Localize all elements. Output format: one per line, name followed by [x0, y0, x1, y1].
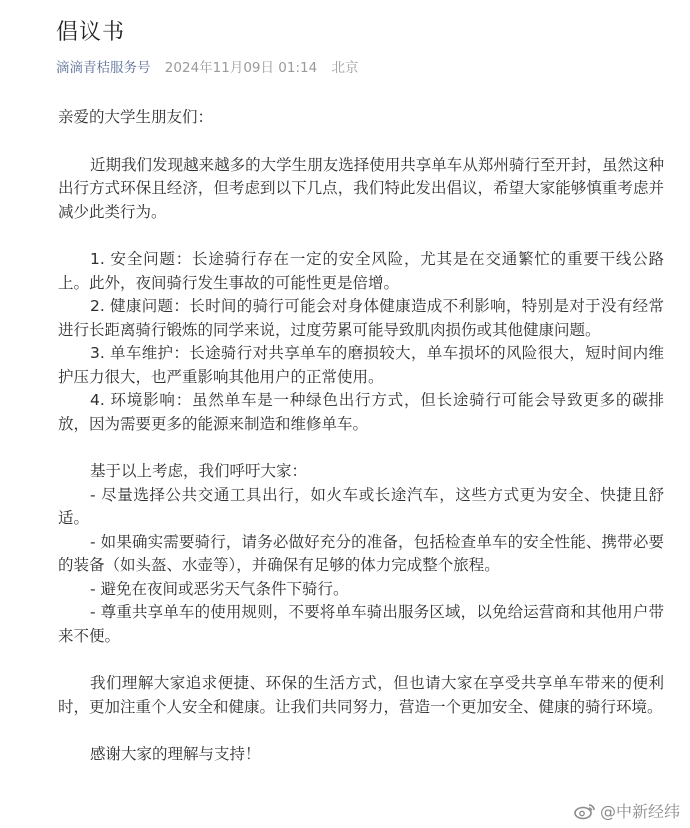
closing-paragraph: 我们理解大家追求便捷、环保的生活方式，但也请大家在享受共享单车带来的便利时，更加注重个人安全和健康。让我们共同努力，营造一个更加安全、健康的骑行环境。: [58, 674, 664, 716]
publish-location: 北京: [331, 60, 359, 76]
watermark: [574, 799, 680, 822]
appeal-item-night-weather: - 避免在夜间或恶劣天气条件下骑行。: [90, 579, 349, 598]
weibo-icon: [574, 802, 596, 820]
appeal-item-service-area: - 尊重共享单车的使用规则，不要将单车骑出服务区域，以免给运营商和其他用户带来不便。: [58, 603, 664, 645]
appeal-list: [58, 460, 664, 648]
concern-list: [58, 248, 664, 436]
article-title: 倡议书: [56, 20, 126, 45]
article-meta: [56, 58, 359, 78]
intro-paragraph: 近期我们发现越来越多的大学生朋友选择使用共享单车从郑州骑行至开封，虽然这种出行方式环保且经济，但考虑到以下几点，我们特此发出倡议，希望大家能够慎重考虑并减少此类行为。: [58, 155, 664, 221]
thanks-line: 感谢大家的理解与支持！: [90, 745, 261, 763]
appeal-item-public-transport: - 尽量选择公共交通工具出行，如火车或长途汽车，这些方式更为安全、快捷且舒适。: [58, 485, 664, 527]
concern-item-safety: 1. 安全问题：长途骑行存在一定的安全风险，尤其是在交通繁忙的重要干线公路上。此外，夜间骑行发生事故的可能性更是倍增。: [58, 250, 664, 292]
greeting: 亲爱的大学生朋友们：: [58, 108, 214, 126]
appeal-item-preparation: - 如果确实需要骑行，请务必做好充分的准备，包括检查单车的安全性能、携带必要的装备（如头盔、水壶等），并确保有足够的体力完成整个旅程。: [58, 532, 664, 574]
publish-date: 2024年11月09日 01:14: [164, 60, 318, 76]
concern-item-environment: 4. 环境影响：虽然单车是一种绿色出行方式，但长途骑行可能会导致更多的碳排放，因为需要更多的能源来制造和维修单车。: [58, 391, 664, 433]
account-name-link[interactable]: 滴滴青桔服务号: [56, 60, 151, 76]
article-content: [58, 106, 664, 767]
watermark-text: @中新经纬: [599, 802, 680, 821]
concern-item-maintenance: 3. 单车维护：长途骑行对共享单车的磨损较大，单车损坏的风险很大，短时间内维护压力很大，也严重影响其他用户的正常使用。: [58, 344, 664, 386]
concern-item-health: 2. 健康问题：长时间的骑行可能会对身体健康造成不利影响，特别是对于没有经常进行长距离骑行锻炼的同学来说，过度劳累可能导致肌肉损伤或其他健康问题。: [58, 297, 664, 339]
appeal-intro: 基于以上考虑，我们呼吁大家：: [90, 462, 308, 480]
